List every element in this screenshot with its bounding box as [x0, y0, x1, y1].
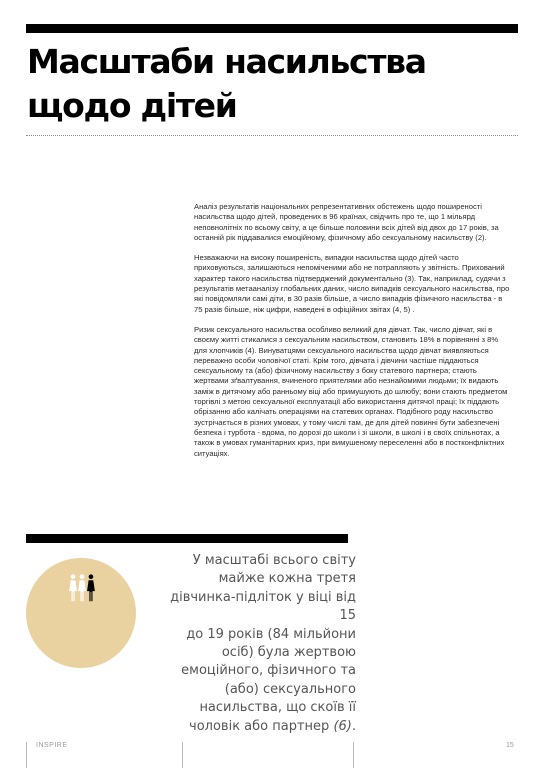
quote-line-7: (або) сексуального: [224, 681, 356, 697]
pull-quote: [152, 552, 356, 736]
paragraph-2: Незважаючи на високу поширеність, випадки насильства щодо дітей часто приховуються, залишаються непоміченими або не потрапляють у звітність. Прихований характер такого насильства підтверджений документально (3). Так, наприклад, судячи з результатів метааналізу глобальних даних, число випадків сексуального насильства, про які повідомляли самі діти, в 30 разів більше, а число випадків фізичного насильства - в 75 разів більше, ніж цифри, наведені в офіційних звітах (4, 5) .: [194, 253, 510, 314]
footer-divider-left: [26, 742, 27, 768]
section-black-bar: [26, 534, 348, 543]
girl-figure-dark: [87, 574, 95, 601]
quote-line-6: емоційного, фізичного та: [181, 663, 356, 679]
paragraph-1: Аналіз результатів національних репрезентативних обстежень щодо поширеності насильства щодо дітей, проведених в 96 країнах, свідчить про те, що 1 мільярд неповнолітніх по всьому світу, а це більше половини всіх дітей від двох до 17 років, за останній рік піддавалися емоційному, фізичному або сексуальному насильству (2).: [194, 202, 499, 242]
girl-figure-light-1: [69, 574, 77, 601]
page-number: 15: [506, 742, 514, 749]
body-text: [194, 202, 512, 469]
quote-end: .: [351, 718, 356, 734]
page-title-line-1: Масштаби насильства: [27, 42, 426, 81]
footer-divider-right: [353, 742, 354, 768]
page-title: [27, 40, 507, 128]
quote-line-2: майже кожна третя: [218, 571, 356, 587]
quote-line-1: У масштабі всього світу: [192, 553, 356, 568]
quote-reference: (6): [333, 718, 352, 734]
quote-line-9: [152, 718, 356, 736]
footer-brand: INSPIRE: [36, 742, 68, 749]
girl-figure-light-2: [78, 574, 86, 601]
quote-line-4: до 19 років (84 мільйони: [186, 626, 356, 642]
quote-line-8: насильства, що скоїв її: [199, 700, 356, 716]
paragraph-3: Ризик сексуального насильства особливо великий для дівчат. Так, число дівчат, які в своєму житті стикалися з сексуальним насильством, становить 18% в порівнянні з 8% для хлопчиків (4). Винуватцями сексуального насильства щодо дівчат виявляються переважно особи чоловічої статі. Крім того, дівчата і дівчини частіше піддаються сексуальному та (або) фізичному насильству з боку статевого партнера; стають жертвами зґвалтування, вчиненого приятелями або незнайомими людьми; їх видають заміж в дитячому або ранньому віці або примушують до шлюбу; вони стають предметом торгівлі з метою сексуальної експлуатації або використання дитячої праці; їх піддають обрізанню або калічать операціями на статевих органах. Подібного роду насильство зустрічається в різних умовах, у тому числі там, де для дітей повинні бути забезпечені безпека і турбота - вдома, по дорозі до школи і зі школи, в школі і в своїх спільнотах, а також в умовах гуманітарних криз, при вимушеному переселенні або в постконфліктних ситуаціях.: [194, 324, 508, 458]
infographic-circle: [26, 558, 136, 668]
quote-line-5: осіб) була жертвою: [221, 645, 356, 661]
page-title-line-2: щодо дітей: [27, 86, 237, 125]
footer-divider-middle: [182, 742, 183, 768]
top-black-bar: [26, 24, 518, 33]
quote-line-3: дівчинка-підліток у віці від 15: [170, 589, 356, 624]
quote-last-line: чоловік або партнер: [189, 718, 330, 734]
dotted-divider: [26, 135, 518, 136]
three-girls-icon: [69, 574, 95, 602]
